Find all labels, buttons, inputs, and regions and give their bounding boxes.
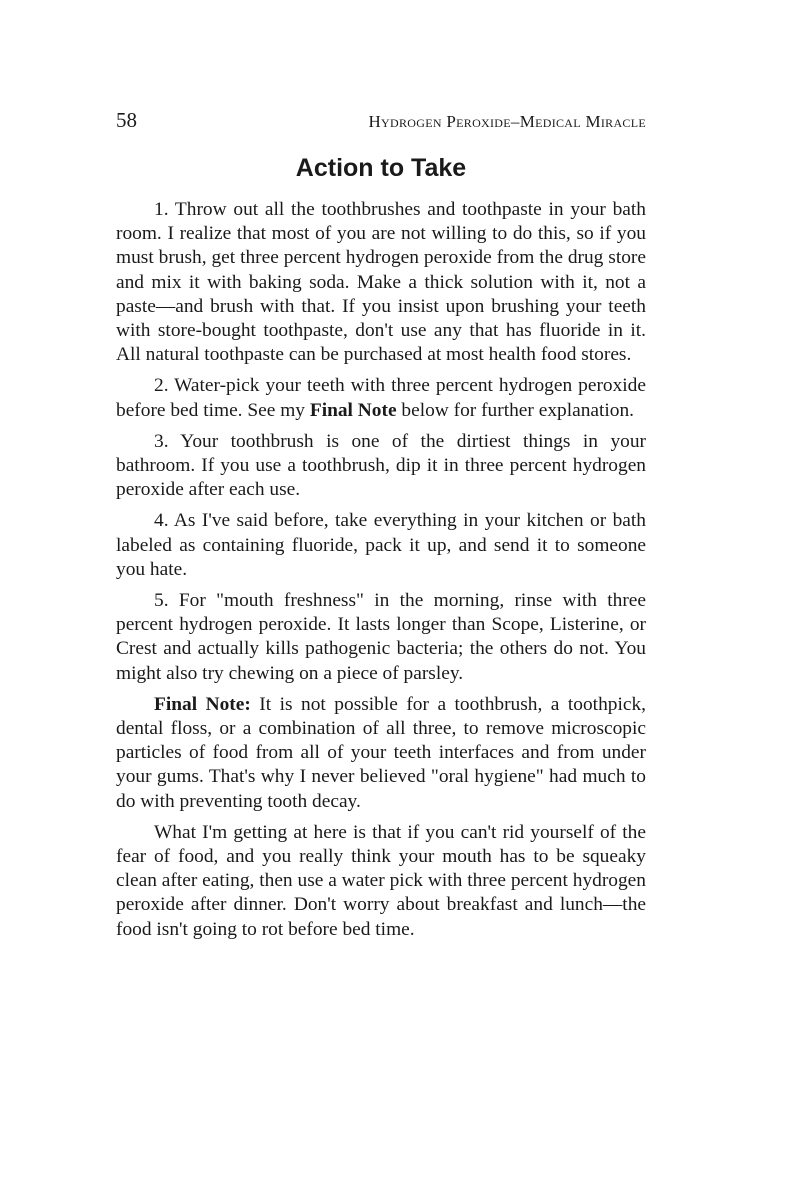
- paragraph-step-3: 3. Your toothbrush is one of the dirtiest things in your bathroom. If you use a toothbrush, dip it in three percent hydrogen peroxide after each use.: [116, 430, 646, 501]
- book-page: [116, 108, 646, 949]
- paragraph-step-1: 1. Throw out all the toothbrushes and toothpaste in your bath room. I realize that most of you are not willing to do this, so if you must brush, get three percent hydrogen peroxide from the drug store and mix it with baking soda. Make a thick solution with it, not a paste—and brush with that. If you insist upon brushing your teeth with store-bought toothpaste, don't use any that has fluoride in it. All natural toothpaste can be purchased at most health food stores.: [116, 199, 646, 366]
- paragraph-text: 2. Water-pick your teeth with three percent hydrogen peroxide before bed time. See my: [116, 375, 646, 421]
- body-text: [116, 198, 646, 942]
- page-number: 58: [116, 108, 137, 132]
- section-heading: Action to Take: [295, 154, 467, 182]
- paragraph-final-note: [116, 693, 646, 814]
- running-title: Hydrogen Peroxide–Medical Miracle: [368, 112, 646, 131]
- paragraph-text: It is not possible for a toothbrush, a toothpick, dental floss, or a combination of all three, to remove microscopic particles of food from all of your teeth interfaces and from under your gums. That's why I never believed "oral hygiene" had much to do with preventing tooth decay.: [116, 693, 646, 812]
- final-note-reference: Final Note: [309, 399, 397, 421]
- final-note-label: Final Note:: [154, 693, 251, 715]
- paragraph-step-5: 5. For "mouth freshness" in the morning, rinse with three percent hydrogen peroxide. It lasts longer than Scope, Listerine, or Crest and actually kills pathogenic bacteria; the others do not. You might also try chewing on a piece of parsley.: [116, 590, 646, 684]
- paragraph-step-2: [116, 374, 646, 422]
- paragraph-closing: What I'm getting at here is that if you can't rid yourself of the fear of food, and you really think your mouth has to be squeaky clean after eating, then use a water pick with three percent hydrogen peroxide after dinner. Don't worry about breakfast and lunch—the food isn't going to rot before bed time.: [116, 821, 646, 940]
- paragraph-step-4: 4. As I've said before, take everything in your kitchen or bath labeled as containing fluoride, pack it up, and send it to someone you hate.: [116, 510, 646, 580]
- running-header: [116, 108, 646, 138]
- paragraph-text: below for further explanation.: [396, 399, 635, 421]
